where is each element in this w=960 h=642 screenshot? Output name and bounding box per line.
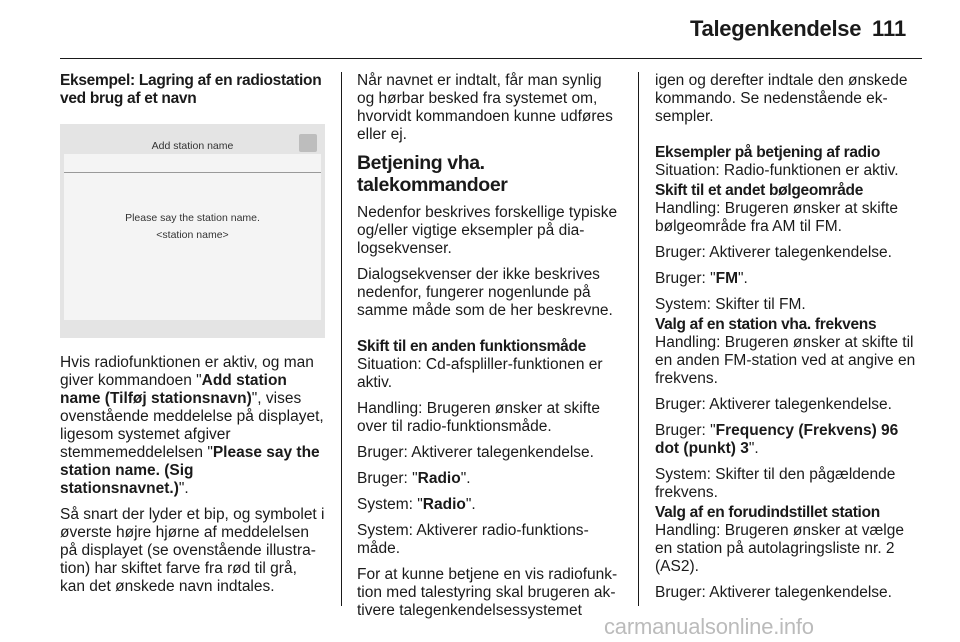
paragraph: Handling: Brugeren ønsker at skifte til en anden FM-station ved at angive en frekvens.: [655, 334, 916, 387]
paragraph: [357, 496, 623, 514]
display-illustration: [60, 124, 325, 338]
command-text: Please say the station name. (Sig stationsnavnet.): [60, 444, 320, 497]
header-rule: [60, 58, 922, 59]
column-divider: [638, 72, 639, 606]
text: Bruger: ": [357, 470, 418, 487]
paragraph: Handling: Brugeren ønsker at skifte over til radio-funktionsmåde.: [357, 400, 600, 435]
column-2: [357, 72, 623, 628]
paragraph: Handling: Brugeren ønsker at vælge en station på autolagringsliste nr. 2 (AS2).: [655, 522, 904, 575]
text: ".: [738, 270, 748, 287]
text: System: ": [357, 496, 423, 513]
watermark-site: carmanualsonline.info: [604, 614, 814, 639]
column-3: [655, 72, 923, 610]
paragraph: For at kunne betjene en vis radiofunktion med talestyring skal brugeren aktivere talegenkendelsessystemet: [357, 566, 618, 619]
paragraph: Nedenfor beskrives forskellige typiske og/eller vigtige eksempler på dialogsekvenser.: [357, 204, 618, 257]
text: ".: [178, 480, 189, 497]
paragraph: [357, 470, 623, 488]
subheading: Valg af en station vha. frekvens: [655, 316, 877, 333]
display-title: Add station name: [151, 140, 234, 152]
paragraph: Handling: Brugeren ønsker at skifte bølgeområde fra AM til FM.: [655, 200, 898, 235]
paragraph: [60, 354, 325, 498]
paragraph: Så snart der lyder et bip, og symbolet i øverste højre hjørne af meddelelsen på displayet (se ovenstående illustration) har skiftet farve fra rød til grå, kan det ønskede navn indtales.: [60, 506, 325, 595]
text: Bruger: ": [655, 422, 716, 439]
command-text: Add station name (Tilføj stationsnavn): [60, 372, 287, 407]
paragraph: Situation: Radio-funktionen er aktiv.: [655, 162, 899, 179]
text: Bruger: ": [655, 270, 716, 287]
paragraph: Dialogsekvenser der ikke beskrives nedenfor, fungerer nogenlunde på samme måde som de her beskrevne.: [357, 266, 613, 319]
section-heading: Eksempel: Lagring af en radiostation ved brug af et navn: [60, 72, 322, 107]
page-title: Talegenkendelse: [690, 16, 862, 41]
section-heading: Betjening vha. talekommandoer: [357, 152, 508, 196]
subheading: Valg af en forudindstillet station: [655, 504, 880, 521]
paragraph: igen og derefter indtale den ønskede kommando. Se nedenstående eksempler.: [655, 72, 908, 125]
command-text: FM: [715, 270, 739, 287]
paragraph: Bruger: Aktiverer talegenkendelse.: [655, 244, 892, 261]
text: ".: [460, 470, 471, 487]
paragraph: Når navnet er indtalt, får man synlig og hørbar besked fra systemet om, hvorvidt kommandoen kunne udføres eller ej.: [357, 72, 613, 143]
display-divider: [64, 172, 321, 173]
text: ".: [748, 440, 759, 457]
paragraph: Bruger: Aktiverer talegenkendelse.: [655, 584, 892, 601]
display-message-line: <station name>: [156, 229, 229, 241]
display-message: [64, 210, 321, 244]
paragraph: [655, 422, 923, 458]
column-divider: [341, 72, 342, 606]
paragraph: System: Skifter til den pågældende frekvens.: [655, 466, 896, 501]
paragraph: System: Aktiverer radio-funktionsmåde.: [357, 522, 589, 557]
display-message-line: Please say the station name.: [125, 212, 260, 224]
command-text: Frequency (Frekvens) 96 dot (punkt) 3: [655, 422, 899, 457]
command-text: Radio: [422, 496, 466, 513]
paragraph: Situation: Cd-afspliller-funktionen er aktiv.: [357, 356, 603, 391]
column-1: [60, 72, 325, 604]
text: Hvis radiofunktionen er aktiv, og man giver kommandoen ": [60, 354, 314, 389]
voice-recognition-icon: [299, 134, 317, 152]
paragraph: Bruger: Aktiverer talegenkendelse.: [357, 444, 594, 461]
text: ", vises ovenstående meddelelse på displayet, ligesom systemet afgiver stemmemeddelelsen ": [60, 390, 324, 461]
paragraph: System: Skifter til FM.: [655, 296, 806, 313]
subheading: Eksempler på betjening af radio: [655, 144, 880, 161]
page-number: 111: [872, 16, 907, 41]
subheading: Skift til et andet bølgeområde: [655, 182, 864, 199]
subheading: Skift til en anden funktionsmåde: [357, 338, 586, 355]
paragraph: Bruger: Aktiverer talegenkendelse.: [655, 396, 892, 413]
command-text: Radio: [417, 470, 461, 487]
paragraph: [655, 270, 923, 288]
text: ".: [465, 496, 476, 513]
